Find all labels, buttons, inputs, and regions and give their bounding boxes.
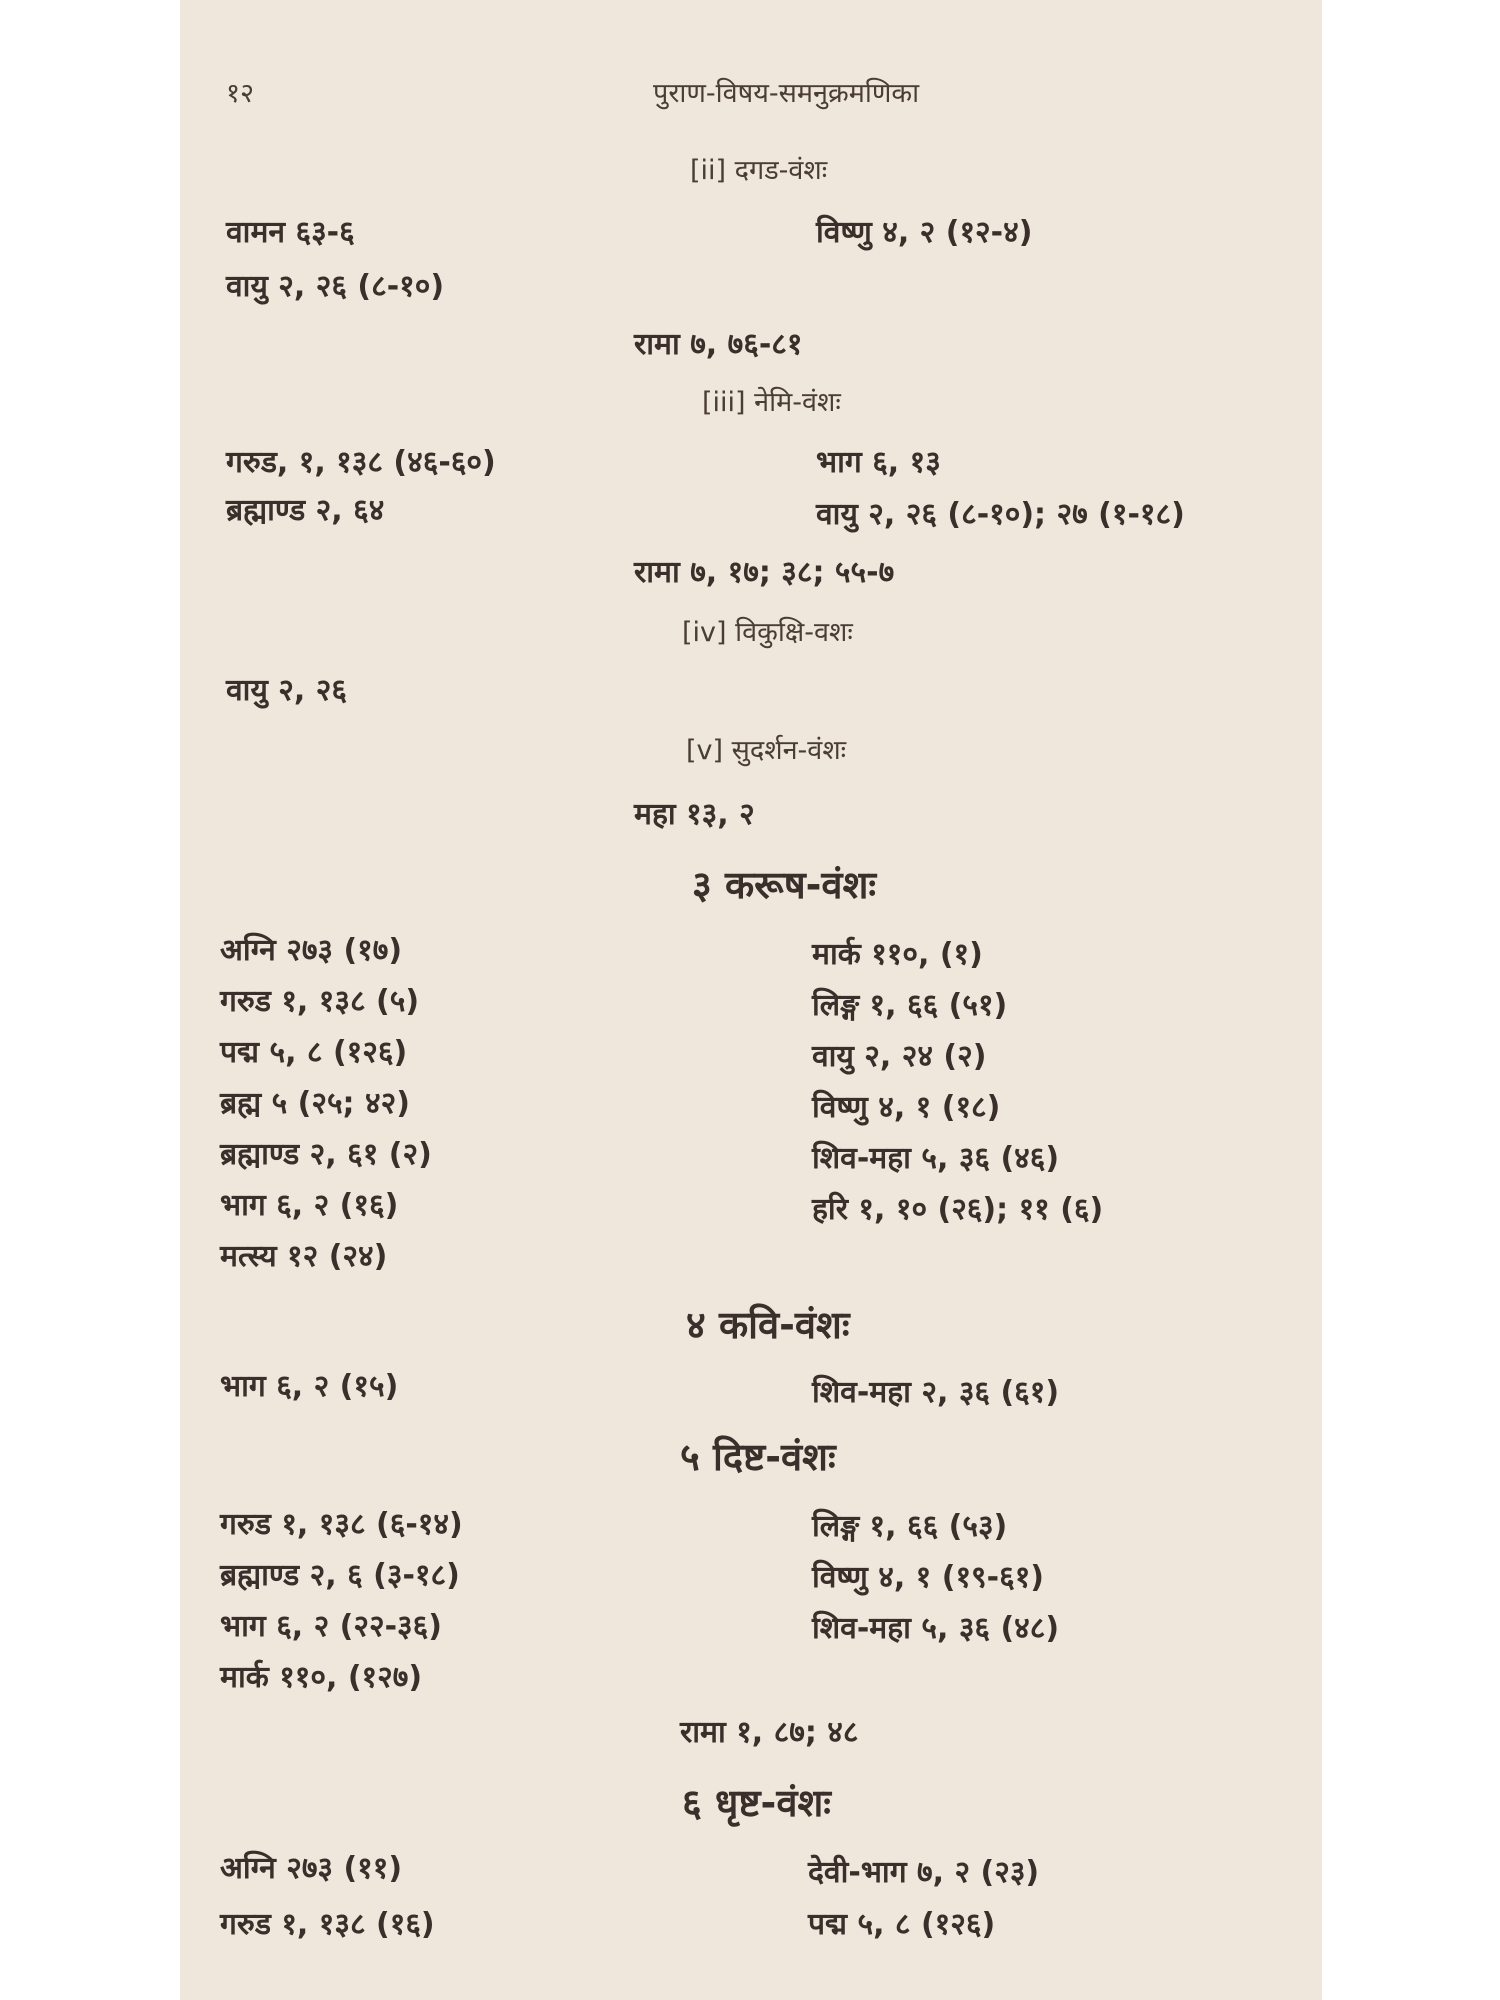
left-entry: भाग ६, २ (२२-३६): [220, 1609, 442, 1644]
left-entry: वायु २, २६ (८-१०): [226, 269, 445, 304]
page-number: १२: [226, 78, 255, 109]
left-entry: गरुड १, १३८ (५): [220, 984, 420, 1019]
left-entry: मत्स्य १२ (२४): [220, 1239, 388, 1274]
right-entry: वायु २, २६ (८-१०); २७ (१-१८): [816, 497, 1185, 532]
right-entry: भाग ६, १३: [816, 445, 941, 480]
left-entry: ब्रह्माण्ड २, ६ (३-१८): [220, 1558, 460, 1593]
center-entry: रामा ७, ७६-८१: [634, 327, 803, 362]
left-entry: मार्क ११०, (१२७): [220, 1660, 423, 1695]
book-page: [180, 0, 1322, 2000]
right-entry: वायु २, २४ (२): [812, 1039, 987, 1074]
left-entry: गरुड, १, १३८ (४६-६०): [226, 445, 496, 480]
right-entry: शिव-महा ५, ३६ (४८): [812, 1611, 1060, 1646]
right-entry: विष्णु ४, २ (१२-४): [816, 215, 1033, 250]
left-entry: अग्नि २७३ (१७): [220, 933, 403, 968]
right-entry: शिव-महा ५, ३६ (४६): [812, 1141, 1060, 1176]
section-heading: ६ धृष्ट-वंशः: [682, 1781, 831, 1825]
section-heading: ३ करूष-वंशः: [692, 863, 877, 907]
subsection-heading: [ii] दगड-वंशः: [690, 155, 828, 186]
left-entry: ब्रह्माण्ड २, ६४: [226, 493, 385, 528]
right-entry: मार्क ११०, (१): [812, 937, 983, 972]
left-entry: वामन ६३-६: [226, 215, 355, 250]
right-entry: शिव-महा २, ३६ (६१): [812, 1375, 1060, 1410]
center-entry: रामा १, ८७; ४८: [680, 1715, 859, 1750]
section-heading: ५ दिष्ट-वंशः: [680, 1435, 836, 1479]
right-entry: लिङ्ग १, ६६ (५३): [812, 1509, 1008, 1544]
right-entry: विष्णु ४, १ (१८): [812, 1090, 1001, 1125]
left-entry: भाग ६, २ (१५): [220, 1369, 399, 1404]
right-entry: पद्म ५, ८ (१२६): [808, 1907, 996, 1942]
subsection-heading: [v] सुदर्शन-वंशः: [686, 735, 847, 766]
subsection-heading: [iii] नेमि-वंशः: [702, 387, 841, 418]
left-entry: भाग ६, २ (१६): [220, 1188, 399, 1223]
page-title: पुराण-विषय-समनुक्रमणिका: [653, 78, 920, 109]
subsection-heading: [iv] विकुक्षि-वशः: [682, 617, 853, 648]
left-entry: ब्रह्माण्ड २, ६१ (२): [220, 1137, 432, 1172]
left-entry: पद्म ५, ८ (१२६): [220, 1035, 408, 1070]
right-entry: विष्णु ४, १ (१९-६१): [812, 1560, 1045, 1595]
right-entry: हरि १, १० (२६); ११ (६): [812, 1192, 1104, 1227]
right-entry: लिङ्ग १, ६६ (५१): [812, 988, 1008, 1023]
center-entry: महा १३, २: [634, 797, 755, 832]
center-entry: रामा ७, १७; ३८; ५५-७: [634, 555, 895, 590]
left-entry: गरुड १, १३८ (६-१४): [220, 1507, 463, 1542]
left-entry: अग्नि २७३ (११): [220, 1851, 403, 1886]
left-entry: वायु २, २६: [226, 673, 347, 708]
section-heading: ४ कवि-वंशः: [686, 1303, 850, 1347]
left-entry: गरुड १, १३८ (१६): [220, 1907, 435, 1942]
left-entry: ब्रह्म ५ (२५; ४२): [220, 1086, 410, 1121]
right-entry: देवी-भाग ७, २ (२३): [808, 1855, 1040, 1890]
